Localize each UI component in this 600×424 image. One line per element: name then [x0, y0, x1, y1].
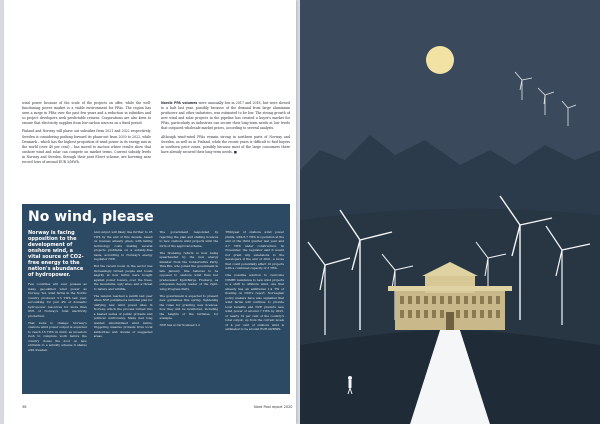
sidebar-box	[22, 204, 290, 394]
box-column-2	[94, 230, 153, 355]
paragraph: wind power because of the scale of the projects on offer, while the well-functioning power market is a viable environment for PPAs. The region has seen a surge in PPAs over the past few years and a reduction in subsidies and so project developers seek predictable returns. Corporations are also keen to ensure that electricity supplies from low-carbon sources on a fixed period.	[22, 101, 151, 126]
paragraph: Although wind-rated PPAs remain strong in northern parts of Norway and Sweden, as well as in Finland, while the recent years is difficult to find buyers in southern price zones, possibly because most of the large consumers there have already secured their long-term needs. ■	[161, 134, 290, 154]
box-title: No wind, please	[28, 209, 154, 225]
page-number: 36	[22, 405, 27, 409]
box-columns	[28, 230, 284, 355]
left-page	[4, 0, 296, 424]
wind-farm-illustration	[300, 0, 600, 424]
paragraph: NVE has so far licensed 2.2	[159, 323, 200, 327]
box-column-4	[225, 230, 284, 355]
paragraph: The government is expected to present new guidelines this spring, tightening the rules for granting new licences, how they will be monitored, including the heights of the turbines, for example.	[159, 293, 219, 320]
paragraph: One possible solution to overcome NIMBY resistance to new wind projects is a shift to offshore wind, one that already has an additional 1.4 TW of floating on NVE's report. Norwegian policy makers have also signalled that wind farms will continue to provide local benefits and NVE predicts new wind power of around 7 TWh by 2025, or nearly 10 per cent of the country's total output, up from the current levels of 4 per cent of onshore wind is estimated to be around EUR 40/MWh.	[225, 273, 284, 331]
paragraph: The licensing reform is now being spearheaded by the new energy minister from the Conservative Party, Tina Bru, who joined the government in late January. She believes to be opposed to onshore wind than her predecessor Kjell-Børge Freiberg, as outspoken deputy leader of the right-wing Progress Party.	[159, 250, 219, 291]
box-column-1	[28, 230, 87, 355]
moon-icon	[426, 46, 454, 74]
box-lead: Norway is facing opposition to the development of onshore wind, a vital source of CO2-free energy to the nation's abundance of hydropower.	[28, 230, 84, 278]
paragraph: And output will likely rise further to 25 TWh by the end of this decade, based on licenses already given, with falling technology costs making several projects profitable on a subsidy-free basis, according to Norway's energy regulator NVE.	[93, 230, 153, 261]
paragraph-lead: Nordic PPA volumes	[161, 101, 198, 105]
article-column-2	[161, 101, 290, 168]
paragraph: But the recent boom in the sector has increasingly turned people and locals angrily at how farms were bought against power towers, over the trees, the mountains, ugly sites, and a threat to nature and wildlife.	[93, 264, 153, 291]
box-column-3	[160, 230, 219, 355]
paragraph: That looks to change: Norway's onshore wind power output is expected to reach 16 TWh in 2022, as investors rush to complete work before the country closes the door on new entrants to a subsidy scheme it shares with Sweden.	[28, 320, 87, 352]
paragraph-text: were unusually low in 2017 and 2018, but were slowed to a halt last year, possibly because of the demand from large aluminium producers and other industries, was estimated to be low. The strong growth of new wind and solar projects in the pipeline has created a buyer's market for PPAs, particularly as industries can secure their long-term needs at low levels that outpaced wholesale market prices, according to several analysts.	[161, 101, 290, 131]
paragraph: Few countries will ever possess as many geo-skilled wind power as Norway. Yet, wind farms in the Nordic country produced 5.5 TWh last year, accounting for just 4% of domestic hydropower resources for more than 95% of Norway's total electricity production.	[28, 282, 87, 318]
right-page-illustration	[300, 0, 600, 424]
paragraph	[161, 101, 290, 132]
paragraph: The tension reached a zenith last year when NVE published a national plan for unifying new wind power sites in Norway, which the process turned into a heated series of public protests and political controversy. Many had long wanted unsubsidised wind farms, triggering massive protests from local authorities and dozens of suggested areas.	[93, 293, 153, 338]
article-column-1	[22, 101, 151, 168]
paragraph: TWh/year of onshore wind power plants, with 6.7 TWh in operation at the end of the third quarter last year and 3.7 TWh under construction. In November, the regulator said it would not grant any extensions to the developers if the end of 2021, a move that could potentially affect 10 projects with a combined capacity of 3 TWh.	[225, 230, 284, 270]
publication-name: Nord Pool report 2020	[254, 405, 293, 409]
paragraph: Finland and Norway will phase out subsidies from 2021 and 2022 respectively. Sweden is considering pushing forward its phase-out from 2030 to 2022, while Denmark – which has the highest proportion of wind power in its energy mix in the world (over 40 per cent) – has moved to auction where results show that onshore wind and solar can compete on market terms. Current subsidy levels in Norway and Sweden, through their joint Elcert scheme, are hovering near record lows of around EUR 3/MWh.	[22, 129, 151, 165]
paragraph: The government responded by rejecting the plan and stalling licences to new onshore wind projects until the form of the approval scheme.	[159, 230, 219, 248]
article-columns	[22, 101, 290, 168]
